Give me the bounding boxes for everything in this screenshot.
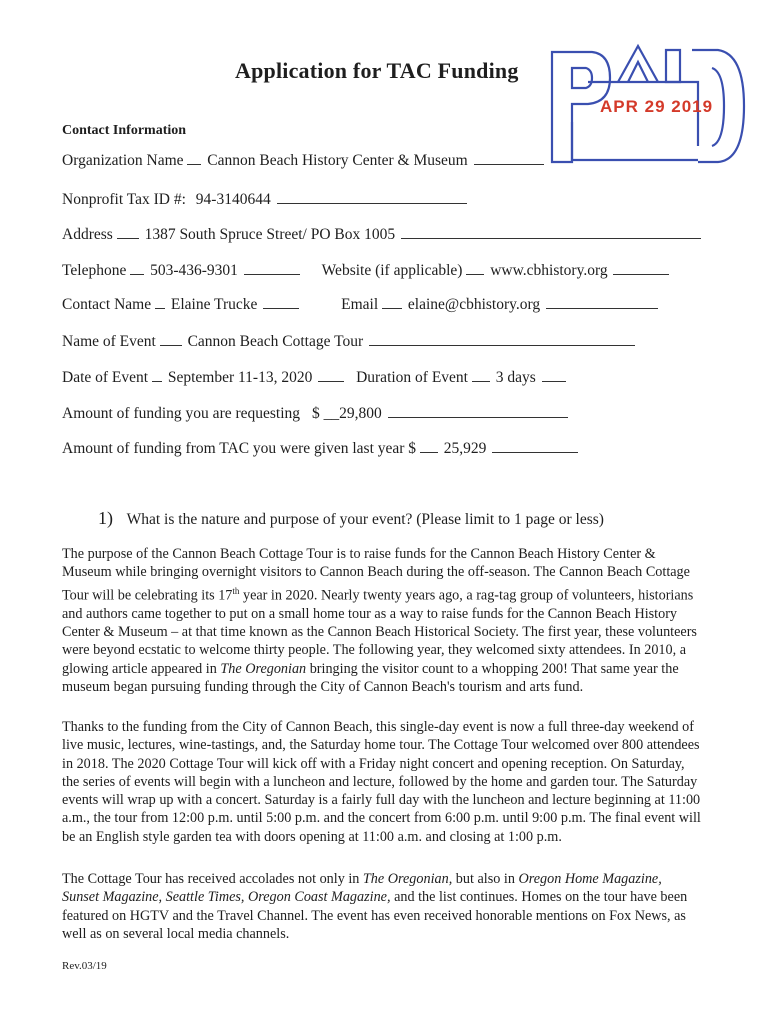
org-value: Cannon Beach History Center & Museum	[207, 152, 468, 169]
requesting-label: Amount of funding you are requesting	[62, 405, 301, 422]
requesting-row	[62, 401, 568, 423]
tax-row	[62, 187, 467, 209]
contact-heading: Contact Information	[62, 123, 187, 138]
answer-paragraph-3: The Cottage Tour has received accolades not only in The Oregonian, but also in Oregon Home Magazine, Sunset Magazine, Seattle Times, Oregon Coast Magazine, and the list continues. Homes on the tour have been featured on HGTV and the Travel Channel. The event has even received honorable mentions on Fox News, as well as on several local media channels.	[62, 871, 688, 942]
answer-paragraph-2: Thanks to the funding from the City of Cannon Beach, this single-day event is now a full three-day weekend of live music, lectures, wine-tastings, and, the Saturday home tour. The Cottage Tour welcomed over 800 attendees in 2018. The 2020 Cottage Tour will kick off with a Friday night concert and opening reception. On Saturday, the series of events will begin with a luncheon and lecture, followed by the home and garden tour. The Saturday events will wrap up with a concert. Saturday is a fairly full day with the luncheon and lecture beginning at 11:00 a.m., the tour from 12:00 p.m. until 5:00 p.m. and the concert from 6:00 p.m. until 9:00 p.m. The final event will be an English style garden tea with doors opening at 11:00 a.m. and closing at 1:00 p.m.	[62, 719, 701, 845]
duration-label: Duration of Event	[356, 369, 468, 386]
address-value: 1387 South Spruce Street/ PO Box 1005	[144, 226, 396, 243]
last-year-value: 25,929	[443, 440, 487, 457]
phone-value: 503-436-9301	[150, 262, 238, 279]
event-row	[62, 329, 635, 351]
tax-label: Nonprofit Tax ID #:	[62, 191, 186, 208]
tax-value: 94-3140644	[195, 191, 271, 208]
event-label: Name of Event	[62, 333, 156, 350]
phone-row	[62, 258, 669, 280]
question-1	[98, 508, 604, 529]
org-label: Organization Name	[62, 152, 184, 169]
contact-row	[62, 292, 658, 314]
address-label: Address	[62, 226, 113, 243]
website-label: Website (if applicable)	[321, 262, 463, 279]
answer-paragraph-1: The purpose of the Cannon Beach Cottage Tour is to raise funds for the Cannon Beach History Center & Museum while bringing overnight visitors to Cannon Beach during the off-season. The Cannon Beach Cottage Tour will be celebrating its 17th year in 2020. Nearly twenty years ago, a rag-tag group of volunteers, historians and authors came together to put on a small home tour as a way to raise funds for the Cannon Beach History Center & Museum – at that time known as the Cannon Beach Historical Society. The first year, these volunteers were beyond ecstatic to welcome thirty people. The following year, they welcomed sixty attendees. In 2010, a glowing article appeared in The Oregonian bringing the visitor count to a whopping 200! That same year the museum began pursuing funding through the City of Cannon Beach's tourism and arts fund.	[62, 546, 697, 695]
question-number: 1)	[98, 508, 113, 528]
address-row	[62, 222, 701, 244]
website-value: www.cbhistory.org	[490, 262, 608, 279]
contact-label: Contact Name	[62, 296, 152, 313]
duration-value: 3 days	[495, 369, 536, 386]
stamp-date: APR 29 2019	[600, 97, 714, 116]
question-text: What is the nature and purpose of your event? (Please limit to 1 page or less)	[126, 511, 604, 528]
contact-value: Elaine Trucke	[170, 296, 258, 313]
revision-footer: Rev.03/19	[62, 960, 107, 972]
date-value: September 11-13, 2020	[167, 369, 313, 386]
date-row	[62, 365, 566, 387]
email-label: Email	[341, 296, 379, 313]
last-year-row	[62, 436, 578, 458]
email-value: elaine@cbhistory.org	[407, 296, 541, 313]
last-year-label: Amount of funding from TAC you were given last year $	[62, 440, 417, 457]
event-value: Cannon Beach Cottage Tour	[187, 333, 364, 350]
date-label: Date of Event	[62, 369, 149, 386]
org-row	[62, 148, 544, 170]
requesting-value: $ __29,800	[311, 405, 382, 422]
phone-label: Telephone	[62, 262, 127, 279]
page-title: Application for TAC Funding	[235, 58, 519, 83]
